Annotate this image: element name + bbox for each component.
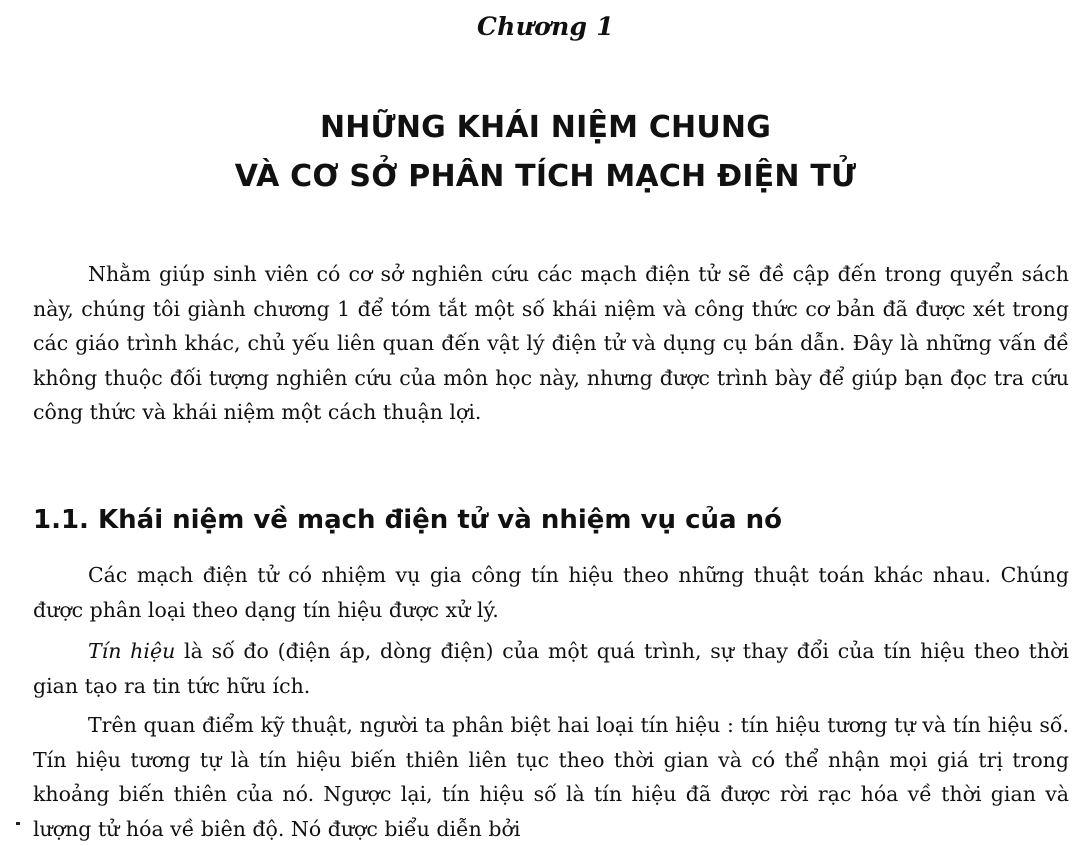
chapter-label: Chương 1 [476, 12, 615, 41]
intro-paragraph: Nhằm giúp sinh viên có cơ sở nghiên cứu các mạch điện tử sẽ đề cập đến trong quyển sách này, chúng tôi giành chương 1 để tóm tắt một số khái niệm và công thức cơ bản đã được xét trong các giáo trình khác, chủ yếu liên quan đến vật lý điện tử và dụng cụ bán dẫn. Đây là những vấn đề không thuộc đối tượng nghiên cứu của môn học này, nhưng được trình bày để giúp bạn đọc tra cứu công thức và khái niệm một cách thuận lợi. [33, 262, 1069, 424]
chapter-title-line-2: VÀ CƠ SỞ PHÂN TÍCH MẠCH ĐIỆN TỬ [234, 159, 857, 194]
section-heading-1-1: 1.1. Khái niệm về mạch điện tử và nhiệm vụ của nó [33, 505, 782, 535]
margin-mark [16, 822, 20, 825]
term-tin-hieu: Tín hiệu [88, 639, 176, 663]
chapter-title [0, 103, 1091, 201]
section-paragraph-3: Trên quan điểm kỹ thuật, người ta phân biệt hai loại tín hiệu : tín hiệu tương tự và tín hiệu số. Tín hiệu tương tự là tín hiệu biến thiên liên tục theo thời gian và có thể nhận mọi giá trị trong khoảng biến thiên của nó. Ngược lại, tín hiệu số là tín hiệu đã được rời rạc hóa về thời gian và lượng tử hóa về biên độ. Nó được biểu diễn bởi [33, 713, 1069, 841]
section-paragraph-1: Các mạch điện tử có nhiệm vụ gia công tín hiệu theo những thuật toán khác nhau. Chúng được phân loại theo dạng tín hiệu được xử lý. [33, 563, 1069, 622]
section-paragraph-2 [33, 634, 1069, 703]
chapter-title-line-1: NHỮNG KHÁI NIỆM CHUNG [319, 110, 772, 145]
section-paragraph-2-text: là số đo (điện áp, dòng điện) của một quá trình, sự thay đổi của tín hiệu theo thời gian tạo ra tin tức hữu ích. [33, 639, 1069, 698]
